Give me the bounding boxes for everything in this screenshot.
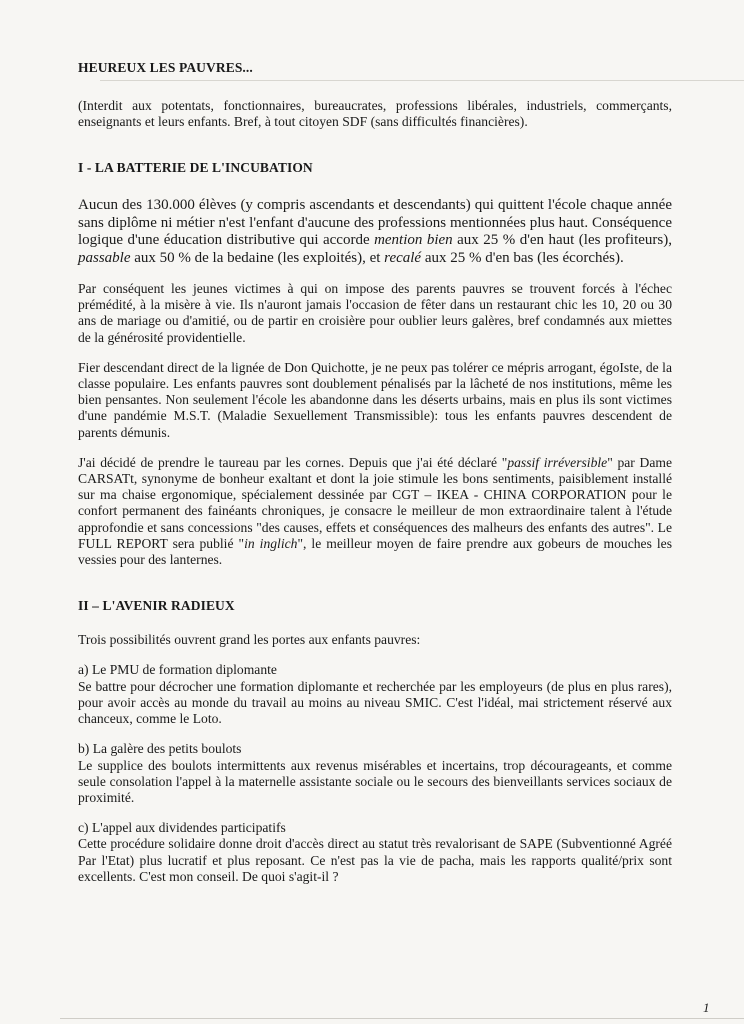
document-title: HEUREUX LES PAUVRES... [78, 60, 253, 75]
intro-paragraph: (Interdit aux potentats, fonctionnaires, bureaucrates, professions libérales, industriels, commerçants, enseignants et leurs enfants. Bref, à tout citoyen SDF (sans difficultés financières). [78, 98, 672, 130]
option-c-title: c) L'appel aux dividendes participatifs [78, 820, 286, 836]
section1-heading: I - LA BATTERIE DE L'INCUBATION [78, 160, 313, 176]
section1-paragraph-1: Aucun des 130.000 élèves (y compris ascendants et descendants) qui quittent l'école chaque année sans diplôme ni métier n'est l'enfant d'aucune des professions mentionnées plus haut. Conséquence logique d'une éducation distributive qui accorde mention bien aux 25 % d'en haut (les profiteurs), passable aux 50 % de la bedaine (les exploités), et recalé aux 25 % d'en bas (les écorchés). [78, 197, 672, 266]
section1-paragraph-3: Fier descendant direct de la lignée de Don Quichotte, je ne peux pas tolérer ce mépris arrogant, égoIste, de la classe populaire. Les enfants pauvres sont doublement pénalisés par la lâcheté de nos institutions, même les bien pensantes. Non seulement l'école les abandonne dans les déserts urbains, mais en plus ils sont victimes d'une pandémie M.S.T. (Maladie Sexuellement Transmissible): tous les enfants pauvres descendent de parents démunis. [78, 359, 672, 440]
option-a-title: a) Le PMU de formation diplomante [78, 662, 277, 678]
page-number: 1 [703, 1000, 710, 1015]
option-b-title: b) La galère des petits boulots [78, 741, 242, 757]
section1-paragraph-2: Par conséquent les jeunes victimes à qui on impose des parents pauvres se trouvent forcés à l'échec prémédité, à la misère à vie. Ils n'auront jamais l'occasion de fêter dans un restaurant chic les 10, 20 ou 30 ans de mariage ou d'amitié, ou de partir en croisière pour oublier leurs galères, bref condamnés aux miettes de la générosité providentielle. [78, 281, 672, 345]
document-body [78, 60, 672, 885]
option-c-text: Cette procédure solidaire donne droit d'accès direct au statut très revalorisant de SAPE (Subventionné Agréé Par l'Etat) plus lucratif et plus reposant. Ce n'est pas la vie de pacha, mais les rapports qualité/prix sont excellents. C'est mon conseil. De quoi s'agit-il ? [78, 836, 672, 884]
option-b-text: Le supplice des boulots intermittents aux revenus misérables et incertains, trop décourageants, et comme seule consolation l'appel à la maternelle assistante sociale ou le secours des bienveillants services sociaux de proximité. [78, 757, 672, 805]
option-a-text: Se battre pour décrocher une formation diplomante et recherchée par les employeurs (de plus en plus rares), pour avoir accès au monde du travail au moins au niveau SMIC. C'est l'idéal, mai strictement réservé aux chanceux, comme le Loto. [78, 678, 672, 727]
section2-heading: II – L'AVENIR RADIEUX [78, 598, 235, 614]
bottom-rule [60, 1018, 744, 1019]
section1-paragraph-4: J'ai décidé de prendre le taureau par les cornes. Depuis que j'ai été déclaré "passif irréversible" par Dame CARSATt, synonyme de bonheur exaltant et dont la joie stimule les bons sentiments, paisiblement installé sur ma chaise ergonomique, spécialement dessinée par CGT – IKEA - CHINA CORPORATION pour le confort permanent des fainéants chroniques, je consacre le meilleur de mon extraordinaire talent à l'étude approfondie et sans concessions "des causes, effets et conséquences des malheurs des enfants des autres". Le FULL REPORT sera publié "in inglich", le meilleur moyen de faire prendre aux gobeurs de mouches les vessies pour des lanternes. [78, 454, 673, 568]
section2-intro: Trois possibilités ouvrent grand les portes aux enfants pauvres: [78, 632, 421, 648]
